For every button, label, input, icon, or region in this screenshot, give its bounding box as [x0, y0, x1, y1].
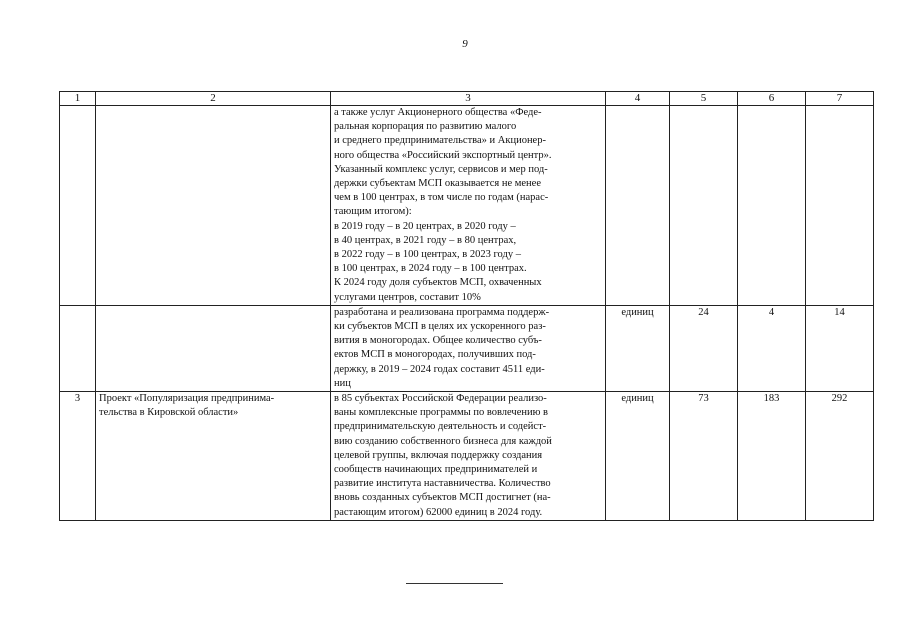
project-name [96, 106, 331, 306]
column-header: 4 [606, 92, 670, 106]
measure-unit: единиц [606, 392, 670, 521]
value-cell: 183 [738, 392, 806, 521]
program-table [59, 91, 874, 521]
value-cell: 292 [806, 392, 874, 521]
value-cell: 73 [670, 392, 738, 521]
column-header: 2 [96, 92, 331, 106]
result-description: разработана и реализована программа поддерж- ки субъектов МСП в целях их ускоренного раз- вития в моногородах. Общее количество субъ- ектов МСП в моногородах, получивших под- держку, в 2019 – 2024 годах составит 4511 еди- ниц [331, 305, 606, 391]
row-number: 3 [60, 392, 96, 521]
table-row [60, 392, 874, 521]
value-cell: 14 [806, 305, 874, 391]
value-cell: 24 [670, 305, 738, 391]
column-number-row [60, 92, 874, 106]
column-header: 1 [60, 92, 96, 106]
value-cell: 4 [738, 305, 806, 391]
measure-unit: единиц [606, 305, 670, 391]
table-row [60, 305, 874, 391]
project-name: Проект «Популяризация предпринима- тельства в Кировской области» [96, 392, 331, 521]
project-name [96, 305, 331, 391]
footer-divider [406, 583, 503, 584]
result-description: в 85 субъектах Российской Федерации реализо- ваны комплексные программы по вовлечению в предпринимательскую деятельность и содейст- вию созданию собственного бизнеса для каждой целевой группы, включая поддержку создания сообществ начинающих предпринимателей и развитие института наставничества. Количество вновь созданных субъектов МСП достигнет (на- растающим итогом) 62000 единиц в 2024 году. [331, 392, 606, 521]
column-header: 6 [738, 92, 806, 106]
result-description: а также услуг Акционерного общества «Феде- ральная корпорация по развитию малого и среднего предпринимательства» и Акционер- ного общества «Российский экспортный центр». Указанный комплекс услуг, сервисов и мер под- держки субъектам МСП оказывается не менее чем в 100 центрах, в том числе по годам (нарас- тающим итогом): в 2019 году – в 20 центрах, в 2020 году – в 40 центрах, в 2021 году – в 80 центрах, в 2022 году – в 100 центрах, в 2023 году – в 100 центрах, в 2024 году – в 100 центрах. К 2024 году доля субъектов МСП, охваченных услугами центров, составит 10% [331, 106, 606, 306]
table-row [60, 106, 874, 306]
value-cell [670, 106, 738, 306]
column-header: 3 [331, 92, 606, 106]
column-header: 7 [806, 92, 874, 106]
row-number [60, 305, 96, 391]
row-number [60, 106, 96, 306]
value-cell [738, 106, 806, 306]
measure-unit [606, 106, 670, 306]
page-number: 9 [462, 38, 468, 50]
value-cell [806, 106, 874, 306]
column-header: 5 [670, 92, 738, 106]
